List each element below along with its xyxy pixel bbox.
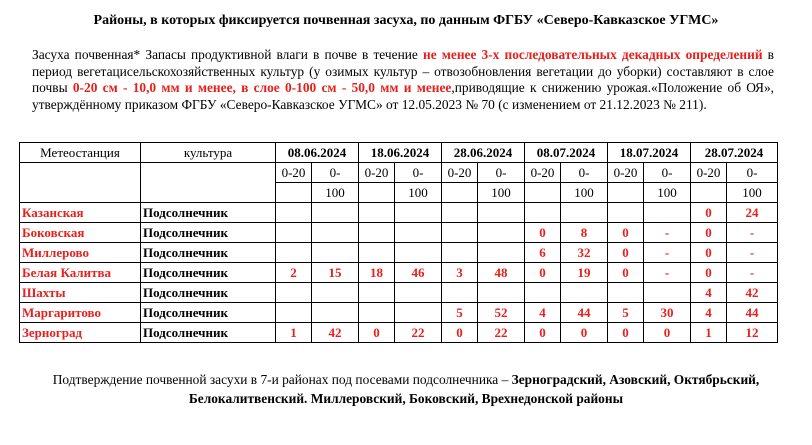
moisture-value: 0 <box>525 323 561 343</box>
moisture-value: 44 <box>727 303 778 323</box>
header-date: 08.07.2024 <box>525 143 608 163</box>
moisture-value: - <box>727 223 778 243</box>
moisture-value: 22 <box>478 323 525 343</box>
culture-name: Подсолнечник <box>141 263 276 283</box>
moisture-value: 15 <box>312 263 359 283</box>
intro-text-3: ,приводящие к снижению урожая.«Положение об ОЯ», утверждённому приказом ФГБУ «Северо-Кавказское УГМС» от 12.05.2023 № 70 (с изменением от 21.12.2023 № 211). <box>32 80 774 112</box>
moisture-value: 0 <box>644 323 691 343</box>
intro-paragraph <box>32 47 774 113</box>
moisture-value: 19 <box>561 263 608 283</box>
moisture-value: 12 <box>727 323 778 343</box>
station-name: Белая Калитва <box>20 263 141 283</box>
moisture-value <box>442 283 478 303</box>
moisture-value <box>442 243 478 263</box>
moisture-value: 8 <box>561 223 608 243</box>
table-row <box>20 243 778 263</box>
moisture-value <box>359 203 395 223</box>
moisture-value <box>359 303 395 323</box>
culture-name: Подсолнечник <box>141 323 276 343</box>
moisture-value <box>442 223 478 243</box>
moisture-value: 4 <box>691 283 727 303</box>
station-name: Зерноград <box>20 323 141 343</box>
moisture-value: 4 <box>691 303 727 323</box>
depth-0-100-bottom: 100 <box>561 183 608 203</box>
depth-0-100-top: 0- <box>312 163 359 183</box>
moisture-value <box>561 203 608 223</box>
moisture-value: 0 <box>525 263 561 283</box>
table-row <box>20 323 778 343</box>
moisture-value <box>561 283 608 303</box>
header-date: 18.07.2024 <box>608 143 691 163</box>
footer-districts: Зерноградский, Азовский, Октябрьский, Белокалитвенский. Миллеровский, Боковский, Врехнедонской районы <box>188 372 760 406</box>
moisture-value: 0 <box>561 323 608 343</box>
depth-0-20: 0-20 <box>359 163 395 183</box>
depth-0-100-bottom: 100 <box>395 183 442 203</box>
moisture-value: 0 <box>442 323 478 343</box>
moisture-value: 3 <box>442 263 478 283</box>
drought-table <box>19 142 778 343</box>
moisture-value: - <box>644 243 691 263</box>
moisture-value: 4 <box>525 303 561 323</box>
moisture-value <box>442 203 478 223</box>
table-row <box>20 283 778 303</box>
depth-empty <box>276 183 312 203</box>
culture-name: Подсолнечник <box>141 283 276 303</box>
header-station: Метеостанция <box>20 143 141 163</box>
depth-empty <box>691 183 727 203</box>
header-row-depths <box>20 163 778 183</box>
moisture-value <box>312 283 359 303</box>
depth-0-100-bottom: 100 <box>727 183 778 203</box>
moisture-value <box>312 303 359 323</box>
moisture-value: 1 <box>276 323 312 343</box>
moisture-value: 24 <box>727 203 778 223</box>
depth-empty <box>442 183 478 203</box>
moisture-value <box>312 243 359 263</box>
depth-empty <box>525 183 561 203</box>
footer-text: Подтверждение почвенной засухи в 7-и районах под посевами подсолнечника – <box>52 372 512 387</box>
moisture-value: 22 <box>395 323 442 343</box>
depth-0-20: 0-20 <box>608 163 644 183</box>
moisture-value <box>644 283 691 303</box>
moisture-value: 42 <box>312 323 359 343</box>
moisture-value: 42 <box>727 283 778 303</box>
header-row-dates <box>20 143 778 163</box>
moisture-value <box>395 283 442 303</box>
intro-text-1: Засуха почвенная* Запасы продуктивной влаги в почве в течение <box>32 47 423 62</box>
moisture-value: 46 <box>395 263 442 283</box>
moisture-value: 0 <box>608 263 644 283</box>
moisture-value: 1 <box>691 323 727 343</box>
culture-name: Подсолнечник <box>141 223 276 243</box>
moisture-value <box>359 243 395 263</box>
moisture-value <box>395 303 442 323</box>
header-date: 18.06.2024 <box>359 143 442 163</box>
moisture-value <box>525 283 561 303</box>
depth-0-100-top: 0- <box>561 163 608 183</box>
header-empty-cell <box>141 163 276 203</box>
moisture-value <box>395 243 442 263</box>
moisture-value: 18 <box>359 263 395 283</box>
depth-0-100-bottom: 100 <box>644 183 691 203</box>
depth-0-100-top: 0- <box>478 163 525 183</box>
intro-highlight-2: 0-20 см - 10,0 мм и менее, в слое 0-100 см - 50,0 мм и менее <box>72 80 452 96</box>
header-date: 28.07.2024 <box>691 143 778 163</box>
moisture-value: 0 <box>608 243 644 263</box>
moisture-value: 0 <box>608 323 644 343</box>
station-name: Миллерово <box>20 243 141 263</box>
moisture-value <box>644 203 691 223</box>
moisture-value <box>395 223 442 243</box>
moisture-value: 5 <box>608 303 644 323</box>
culture-name: Подсолнечник <box>141 303 276 323</box>
station-name: Маргаритово <box>20 303 141 323</box>
depth-0-20: 0-20 <box>442 163 478 183</box>
depth-0-100-top: 0- <box>644 163 691 183</box>
moisture-value: 0 <box>691 223 727 243</box>
moisture-value <box>359 223 395 243</box>
header-date: 08.06.2024 <box>276 143 359 163</box>
depth-empty <box>359 183 395 203</box>
moisture-value: 52 <box>478 303 525 323</box>
moisture-value: 44 <box>561 303 608 323</box>
moisture-value: - <box>644 263 691 283</box>
moisture-value <box>608 203 644 223</box>
depth-0-20: 0-20 <box>276 163 312 183</box>
moisture-value <box>478 243 525 263</box>
culture-name: Подсолнечник <box>141 203 276 223</box>
depth-0-100-top: 0- <box>395 163 442 183</box>
moisture-value <box>395 203 442 223</box>
station-name: Боковская <box>20 223 141 243</box>
station-name: Шахты <box>20 283 141 303</box>
intro-text-2: в период вегетацисельскохозяйственных культур (у озимых культур – отвозобновления вегетации до уборки) составляют в слое почвы <box>32 47 774 96</box>
intro-highlight-1: не менее 3-х последовательных декадных определений <box>422 47 763 62</box>
header-date: 28.06.2024 <box>442 143 525 163</box>
moisture-value: 0 <box>691 243 727 263</box>
moisture-value <box>478 283 525 303</box>
moisture-value <box>525 203 561 223</box>
moisture-value <box>359 283 395 303</box>
moisture-value: - <box>644 223 691 243</box>
moisture-value <box>312 203 359 223</box>
depth-0-20: 0-20 <box>691 163 727 183</box>
moisture-value <box>312 223 359 243</box>
moisture-value: 6 <box>525 243 561 263</box>
document-title: Районы, в которых фиксируется почвенная засуха, по данным ФГБУ «Северо-Кавказское УГМС» <box>93 13 719 28</box>
moisture-value: 0 <box>359 323 395 343</box>
moisture-value: - <box>727 263 778 283</box>
table-row <box>20 203 778 223</box>
moisture-value <box>478 203 525 223</box>
moisture-value <box>608 283 644 303</box>
depth-0-100-bottom: 100 <box>478 183 525 203</box>
depth-0-20: 0-20 <box>525 163 561 183</box>
table-row <box>20 263 778 283</box>
depth-0-100-bottom: 100 <box>312 183 359 203</box>
moisture-value <box>276 303 312 323</box>
station-name: Казанская <box>20 203 141 223</box>
moisture-value <box>276 203 312 223</box>
moisture-value: 5 <box>442 303 478 323</box>
moisture-value: 48 <box>478 263 525 283</box>
table-row <box>20 223 778 243</box>
moisture-value: 0 <box>525 223 561 243</box>
moisture-value: 32 <box>561 243 608 263</box>
moisture-value: - <box>727 243 778 263</box>
depth-empty <box>608 183 644 203</box>
moisture-value <box>478 223 525 243</box>
moisture-value: 0 <box>608 223 644 243</box>
table-row <box>20 303 778 323</box>
culture-name: Подсолнечник <box>141 243 276 263</box>
moisture-value <box>276 283 312 303</box>
header-culture: культура <box>141 143 276 163</box>
footer-note <box>40 370 772 408</box>
depth-0-100-top: 0- <box>727 163 778 183</box>
moisture-value: 0 <box>691 203 727 223</box>
moisture-value: 2 <box>276 263 312 283</box>
header-empty-cell <box>20 163 141 203</box>
moisture-value <box>276 243 312 263</box>
moisture-value <box>276 223 312 243</box>
moisture-value: 0 <box>691 263 727 283</box>
moisture-value: 30 <box>644 303 691 323</box>
